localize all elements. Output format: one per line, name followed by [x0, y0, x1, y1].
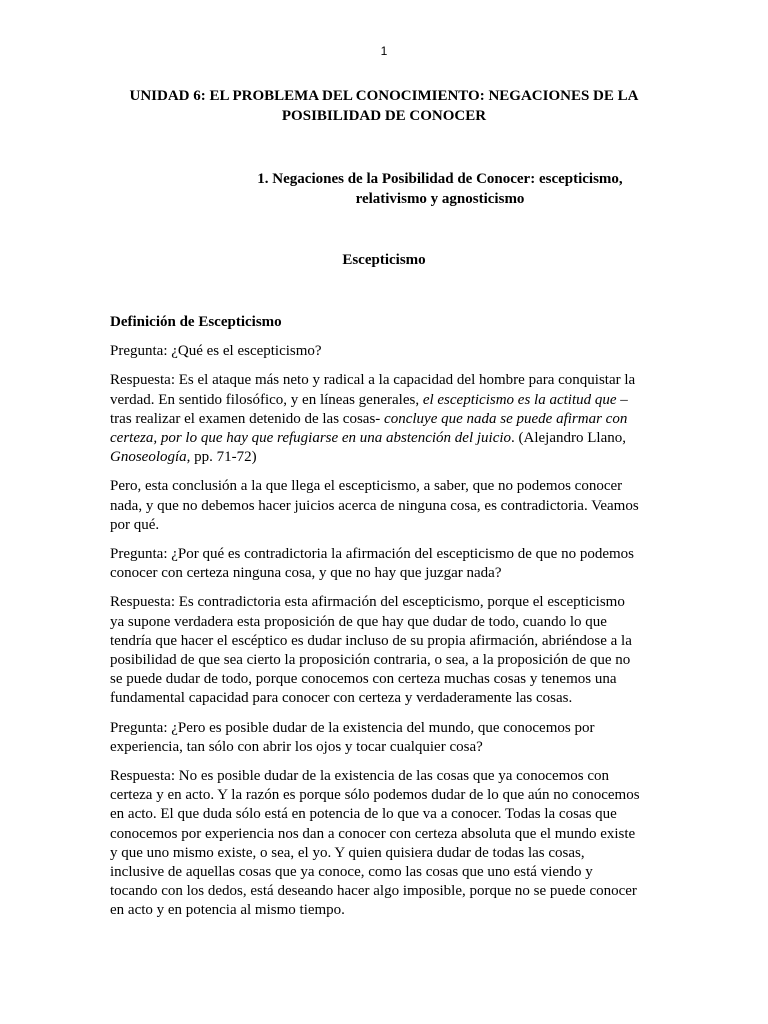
- answer-1-line-2-text: verdad. En sentido filosófico, y en líneas generales,: [110, 391, 423, 408]
- answer-2-line: posibilidad de que sea cierto la proposición contraria, o sea, a la proposición de que no: [110, 652, 631, 669]
- answer-1-line-4-italic: certeza, por lo que hay que refugiarse en una abstención del juicio: [110, 430, 512, 447]
- answer-3-line: Respuesta: No es posible dudar de la existencia de las cosas que ya conocemos con: [110, 768, 610, 785]
- paragraph-line: Pero, esta conclusión a la que llega el escepticismo, a saber, que no podemos conocer: [110, 478, 623, 495]
- answer-1-line-3-italic: concluye que nada se puede afirmar con: [384, 410, 628, 427]
- answer-3-line: en acto. El que duda sólo está en potencia de lo que va a conocer. Todas la cosas que: [110, 806, 617, 823]
- body-text: [110, 313, 658, 931]
- answer-1: [110, 371, 658, 467]
- answer-1-line-2-italic: el escepticismo es la actitud que: [422, 391, 617, 408]
- answer-3-line: inclusive de aquellas cosas que ya conoce, como las cosas que uno está viendo y: [110, 864, 593, 881]
- page-number: 1: [380, 44, 388, 58]
- question-2: [110, 545, 658, 583]
- section-heading: [245, 169, 635, 209]
- answer-2-line: Respuesta: Es contradictoria esta afirmación del escepticismo, porque el escepticismo: [110, 594, 625, 611]
- answer-3: [110, 767, 658, 921]
- unit-title: [110, 86, 658, 126]
- answer-1-line-2-dash: –: [616, 391, 628, 408]
- answer-1-line-5: [110, 448, 658, 467]
- question-3-line: experiencia, tan sólo con abrir los ojos y tocar cualquier cosa?: [110, 738, 483, 755]
- answer-3-line: y que uno mismo existe, o sea, el yo. Y quien quisiera dudar de todas las cosas,: [110, 844, 585, 861]
- unit-title-line-1: UNIDAD 6: EL PROBLEMA DEL CONOCIMIENTO: NEGACIONES DE LA: [129, 88, 639, 104]
- answer-2-line: se puede dudar de todo, porque conocemos con certeza muchas cosas y tenemos una: [110, 671, 617, 688]
- answer-2-line: ya supone verdadera esta proposición de que hay que dudar de todo, cuando lo que: [110, 613, 607, 630]
- book-title: Gnoseología: [110, 449, 187, 466]
- paragraph-line: por qué.: [110, 516, 160, 533]
- answer-3-line: tocando con los dedos, está deseando hacer algo imposible, porque no se puede conocer: [110, 883, 637, 900]
- question-3: [110, 719, 658, 757]
- paragraph-line: nada, y que no debemos hacer juicios acerca de ninguna cosa, es contradictoria. Veamos: [110, 497, 639, 514]
- definition-heading: Definición de Escepticismo: [110, 314, 282, 330]
- answer-1-line-5-text: , pp. 71-72): [186, 449, 257, 466]
- answer-3-line: certeza y en acto. Y la razón es porque sólo podemos dudar de lo que aún no conocemos: [110, 787, 640, 804]
- answer-1-line-3-text: tras realizar el examen detenido de las cosas-: [110, 410, 385, 427]
- paragraph-contradiction: [110, 477, 658, 535]
- answer-3-line: en acto y en potencia al mismo tiempo.: [110, 902, 345, 919]
- answer-1-line-4-text: . (Alejandro Llano,: [511, 430, 626, 447]
- answer-2-line: fundamental capacidad para conocer con certeza y verdaderamente las cosas.: [110, 690, 573, 707]
- answer-1-line-3: [110, 410, 658, 429]
- unit-title-line-2: POSIBILIDAD DE CONOCER: [281, 108, 487, 124]
- answer-1-line-2: [110, 391, 658, 410]
- section-heading-line-2: relativismo y agnosticismo: [355, 191, 525, 207]
- answer-3-line: conocemos por experiencia nos dan a conocer con certeza absoluta que el mundo existe: [110, 825, 636, 842]
- question-1: Pregunta: ¿Qué es el escepticismo?: [110, 343, 322, 360]
- question-2-line: Pregunta: ¿Por qué es contradictoria la afirmación del escepticismo de que no podemos: [110, 546, 634, 563]
- answer-2-line: tendría que hacer el escéptico es dudar incluso de su propia afirmación, abriéndose a la: [110, 632, 632, 649]
- sub-heading-escepticismo: Escepticismo: [342, 252, 426, 268]
- answer-1-line-1: Respuesta: Es el ataque más neto y radical a la capacidad del hombre para conquistar la: [110, 372, 636, 389]
- section-heading-line-1: 1. Negaciones de la Posibilidad de Conocer: escepticismo,: [257, 171, 623, 187]
- answer-2: [110, 593, 658, 708]
- answer-1-line-4: [110, 429, 658, 448]
- question-2-line: conocer con certeza ninguna cosa, y que no hay que juzgar nada?: [110, 565, 502, 582]
- question-3-line: Pregunta: ¿Pero es posible dudar de la existencia del mundo, que conocemos por: [110, 719, 595, 736]
